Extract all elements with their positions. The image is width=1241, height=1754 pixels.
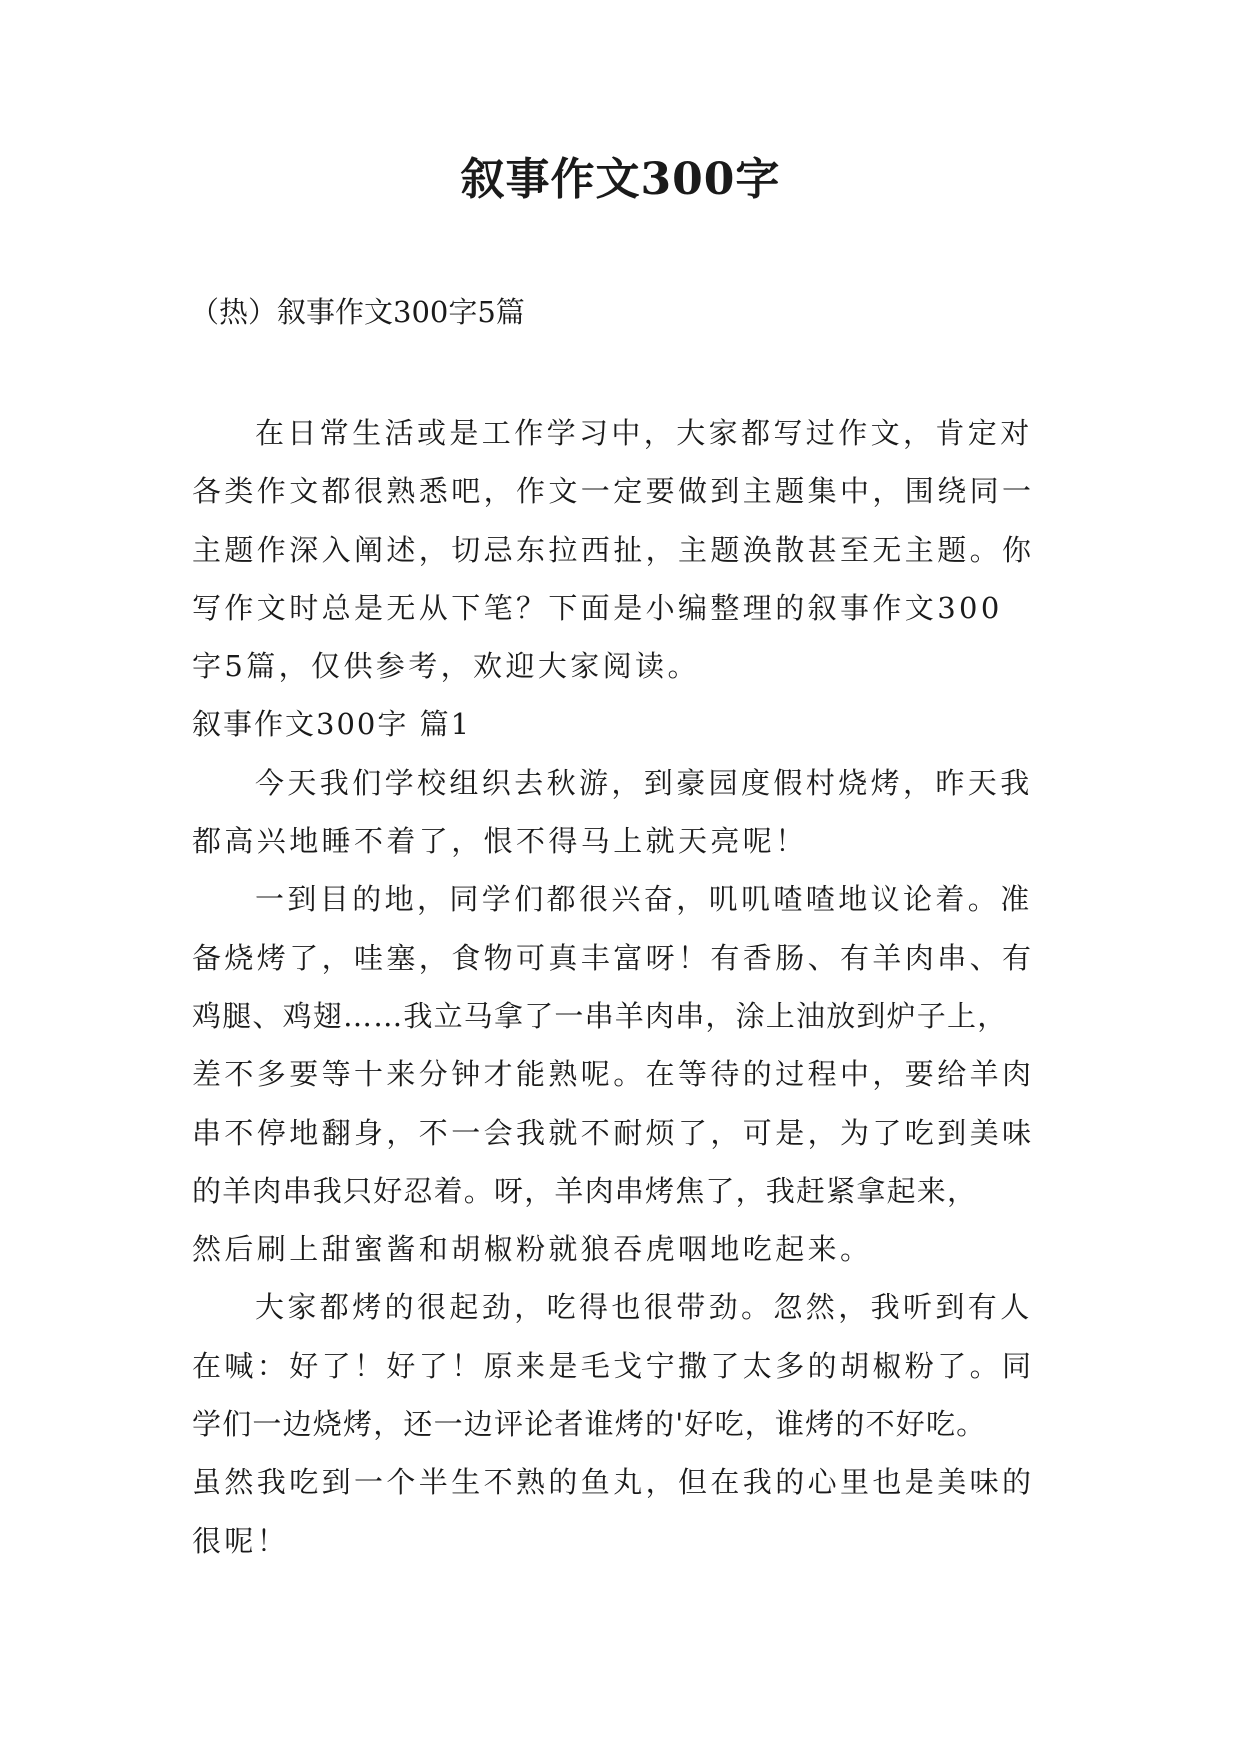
paragraph-line: 备烧烤了，哇塞，食物可真丰富呀！有香肠、有羊肉串、有	[192, 940, 1035, 975]
paragraph-line: 串不停地翻身，不一会我就不耐烦了，可是，为了吃到美味	[192, 1115, 1035, 1150]
paragraph-line: 虽然我吃到一个半生不熟的鱼丸，但在我的心里也是美味的	[192, 1465, 1035, 1500]
paragraph-line: 一到目的地，同学们都很兴奋，叽叽喳喳地议论着。准	[255, 882, 1033, 917]
paragraph-line: 大家都烤的很起劲，吃得也很带劲。忽然，我听到有人	[255, 1290, 1033, 1325]
document-title: 叙事作文300字	[460, 154, 781, 205]
paragraph-2	[192, 870, 1052, 1278]
section-heading: 叙事作文300字 篇1	[192, 707, 472, 742]
paragraph-line: 学们一边烧烤，还一边评论者谁烤的'好吃，谁烤的不好吃。	[192, 1407, 987, 1442]
paragraph-line: 然后刷上甜蜜酱和胡椒粉就狼吞虎咽地吃起来。	[192, 1232, 873, 1267]
document-subtitle: （热）叙事作文300字5篇	[190, 295, 525, 329]
document-body	[192, 404, 1052, 1570]
intro-line: 主题作深入阐述，切忌东拉西扯，主题涣散甚至无主题。你	[192, 532, 1035, 567]
intro-line: 字5篇，仅供参考，欢迎大家阅读。	[192, 649, 700, 684]
paragraph-line: 都高兴地睡不着了，恨不得马上就天亮呢！	[192, 824, 808, 859]
paragraph-line: 很呢！	[192, 1523, 290, 1558]
paragraph-3	[192, 1278, 1052, 1569]
paragraph-line: 在喊：好了！好了！原来是毛戈宁撒了太多的胡椒粉了。同	[192, 1348, 1035, 1383]
paragraph-line: 差不多要等十来分钟才能熟呢。在等待的过程中，要给羊肉	[192, 1057, 1035, 1092]
paragraph-1	[192, 754, 1052, 871]
paragraph-line: 鸡腿、鸡翅……我立马拿了一串羊肉串，涂上油放到炉子上，	[192, 998, 1008, 1033]
intro-line: 写作文时总是无从下笔？下面是小编整理的叙事作文300	[192, 590, 1003, 625]
intro-line: 各类作文都很熟悉吧，作文一定要做到主题集中，围绕同一	[192, 474, 1035, 509]
paragraph-line: 今天我们学校组织去秋游，到豪园度假村烧烤，昨天我	[255, 765, 1033, 800]
paragraph-line: 的羊肉串我只好忍着。呀，羊肉串烤焦了，我赶紧拿起来，	[192, 1173, 978, 1208]
intro-paragraph	[192, 404, 1052, 695]
intro-line: 在日常生活或是工作学习中，大家都写过作文，肯定对	[255, 416, 1033, 450]
